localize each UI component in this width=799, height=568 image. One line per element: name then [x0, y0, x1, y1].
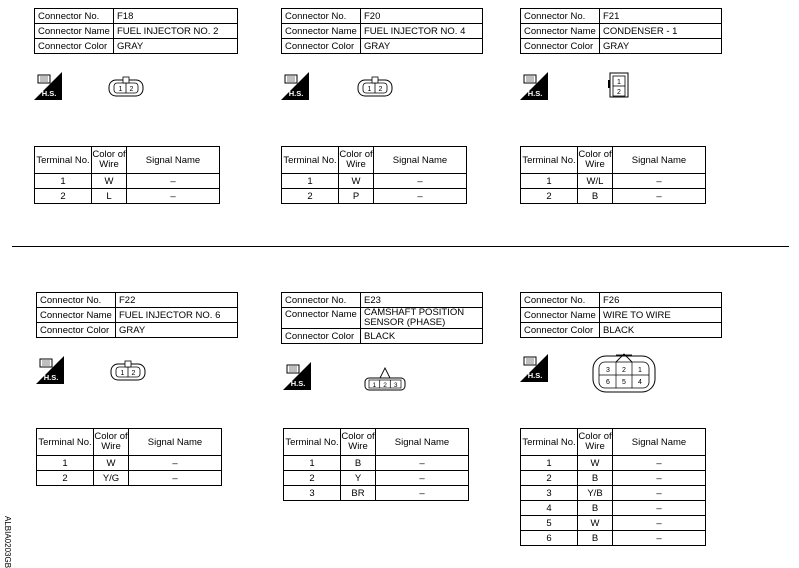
label-connector-no: Connector No. — [521, 293, 600, 308]
terminal-table-f26 — [520, 428, 706, 546]
figure-id: ALBIA0203GB — [3, 516, 12, 568]
harness-side-icon — [283, 362, 311, 390]
table-row: 5 W – — [521, 516, 706, 531]
table-row: 1 W/L – — [521, 174, 706, 189]
label-connector-no: Connector No. — [282, 293, 361, 308]
connector-info-f18 — [34, 8, 238, 54]
harness-side-icon — [34, 72, 62, 100]
header-signal-name: Signal Name — [376, 429, 469, 456]
header-signal-name: Signal Name — [374, 147, 467, 174]
svg-text:H.S.: H.S. — [527, 89, 543, 98]
svg-text:2: 2 — [129, 86, 134, 93]
table-row: 1 W – — [35, 174, 220, 189]
svg-text:4: 4 — [638, 379, 642, 386]
connector-no-value: F26 — [600, 293, 722, 308]
connector-no-value: F22 — [116, 293, 238, 308]
label-connector-color: Connector Color — [521, 39, 600, 54]
header-color-of-wire: Color of Wire — [339, 147, 374, 174]
header-signal-name: Signal Name — [129, 429, 222, 456]
header-signal-name: Signal Name — [613, 429, 706, 456]
label-connector-name: Connector Name — [282, 308, 361, 329]
header-terminal-no: Terminal No. — [521, 429, 578, 456]
connector-no-value: F18 — [114, 9, 238, 24]
table-row: 1 W – — [521, 456, 706, 471]
connector-face-icon — [357, 76, 393, 98]
header-color-of-wire: Color of Wire — [578, 147, 613, 174]
connector-info-e23 — [281, 292, 483, 344]
svg-text:H.S.: H.S. — [41, 89, 57, 98]
terminal-table-f20 — [281, 146, 467, 204]
table-row: 6 B – — [521, 531, 706, 546]
connector-face-icon — [608, 72, 630, 100]
harness-side-icon — [281, 72, 309, 100]
label-connector-name: Connector Name — [35, 24, 114, 39]
header-terminal-no: Terminal No. — [282, 147, 339, 174]
table-row: 2 Y/G – — [37, 471, 222, 486]
connector-info-f26 — [520, 292, 722, 338]
table-row: 2 L – — [35, 189, 220, 204]
connector-face-icon — [108, 76, 144, 98]
connector-name-value: FUEL INJECTOR NO. 4 — [361, 24, 483, 39]
label-connector-color: Connector Color — [521, 323, 600, 338]
connector-color-value: GRAY — [116, 323, 238, 338]
harness-side-icon — [36, 356, 64, 384]
svg-text:H.S.: H.S. — [43, 373, 59, 382]
connector-face-icon — [364, 366, 406, 392]
label-connector-no: Connector No. — [521, 9, 600, 24]
svg-text:1: 1 — [367, 86, 372, 93]
table-row: 1 W – — [282, 174, 467, 189]
connector-name-value: CAMSHAFT POSITION SENSOR (PHASE) — [361, 308, 483, 329]
header-color-of-wire: Color of Wire — [341, 429, 376, 456]
connector-color-value: BLACK — [600, 323, 722, 338]
header-color-of-wire: Color of Wire — [92, 147, 127, 174]
label-connector-color: Connector Color — [35, 39, 114, 54]
svg-text:3: 3 — [606, 367, 610, 374]
table-row: 2 B – — [521, 471, 706, 486]
table-row: 3 Y/B – — [521, 486, 706, 501]
svg-text:1: 1 — [120, 370, 125, 377]
connector-info-f20 — [281, 8, 483, 54]
terminal-table-e23 — [283, 428, 469, 501]
connector-face-icon — [592, 352, 656, 394]
svg-text:1: 1 — [372, 382, 377, 389]
connector-no-value: F20 — [361, 9, 483, 24]
svg-text:1: 1 — [617, 79, 621, 86]
connector-name-value: CONDENSER - 1 — [600, 24, 722, 39]
header-color-of-wire: Color of Wire — [578, 429, 613, 456]
connector-color-value: GRAY — [600, 39, 722, 54]
header-terminal-no: Terminal No. — [521, 147, 578, 174]
table-row: 2 Y – — [284, 471, 469, 486]
label-connector-name: Connector Name — [37, 308, 116, 323]
connector-no-value: F21 — [600, 9, 722, 24]
label-connector-name: Connector Name — [521, 308, 600, 323]
label-connector-color: Connector Color — [282, 329, 361, 344]
harness-side-icon — [520, 354, 548, 382]
svg-text:2: 2 — [378, 86, 383, 93]
connector-info-f21 — [520, 8, 722, 54]
terminal-table-f22 — [36, 428, 222, 486]
svg-text:2: 2 — [622, 367, 626, 374]
header-color-of-wire: Color of Wire — [94, 429, 129, 456]
connector-name-value: FUEL INJECTOR NO. 2 — [114, 24, 238, 39]
label-connector-name: Connector Name — [282, 24, 361, 39]
connector-no-value: E23 — [361, 293, 483, 308]
label-connector-no: Connector No. — [282, 9, 361, 24]
svg-text:5: 5 — [622, 379, 626, 386]
header-terminal-no: Terminal No. — [35, 147, 92, 174]
section-divider — [12, 246, 789, 247]
svg-text:1: 1 — [638, 367, 642, 374]
table-row: 2 B – — [521, 189, 706, 204]
header-signal-name: Signal Name — [127, 147, 220, 174]
svg-text:2: 2 — [383, 382, 387, 389]
connector-color-value: GRAY — [361, 39, 483, 54]
svg-text:1: 1 — [118, 86, 123, 93]
svg-text:H.S.: H.S. — [527, 371, 543, 380]
label-connector-color: Connector Color — [282, 39, 361, 54]
connector-color-value: BLACK — [361, 329, 483, 344]
header-terminal-no: Terminal No. — [37, 429, 94, 456]
connector-color-value: GRAY — [114, 39, 238, 54]
connector-face-icon — [110, 360, 146, 382]
connector-info-f22 — [36, 292, 238, 338]
svg-text:H.S.: H.S. — [290, 379, 306, 388]
label-connector-no: Connector No. — [35, 9, 114, 24]
header-terminal-no: Terminal No. — [284, 429, 341, 456]
header-signal-name: Signal Name — [613, 147, 706, 174]
table-row: 1 W – — [37, 456, 222, 471]
svg-text:3: 3 — [393, 382, 398, 389]
svg-text:H.S.: H.S. — [288, 89, 304, 98]
table-row: 3 BR – — [284, 486, 469, 501]
label-connector-no: Connector No. — [37, 293, 116, 308]
terminal-table-f21 — [520, 146, 706, 204]
label-connector-name: Connector Name — [521, 24, 600, 39]
connector-name-value: WIRE TO WIRE — [600, 308, 722, 323]
svg-text:2: 2 — [131, 370, 136, 377]
harness-side-icon — [520, 72, 548, 100]
connector-name-value: FUEL INJECTOR NO. 6 — [116, 308, 238, 323]
table-row: 4 B – — [521, 501, 706, 516]
table-row: 2 P – — [282, 189, 467, 204]
svg-text:6: 6 — [606, 379, 610, 386]
table-row: 1 B – — [284, 456, 469, 471]
label-connector-color: Connector Color — [37, 323, 116, 338]
svg-text:2: 2 — [617, 89, 621, 96]
terminal-table-f18 — [34, 146, 220, 204]
